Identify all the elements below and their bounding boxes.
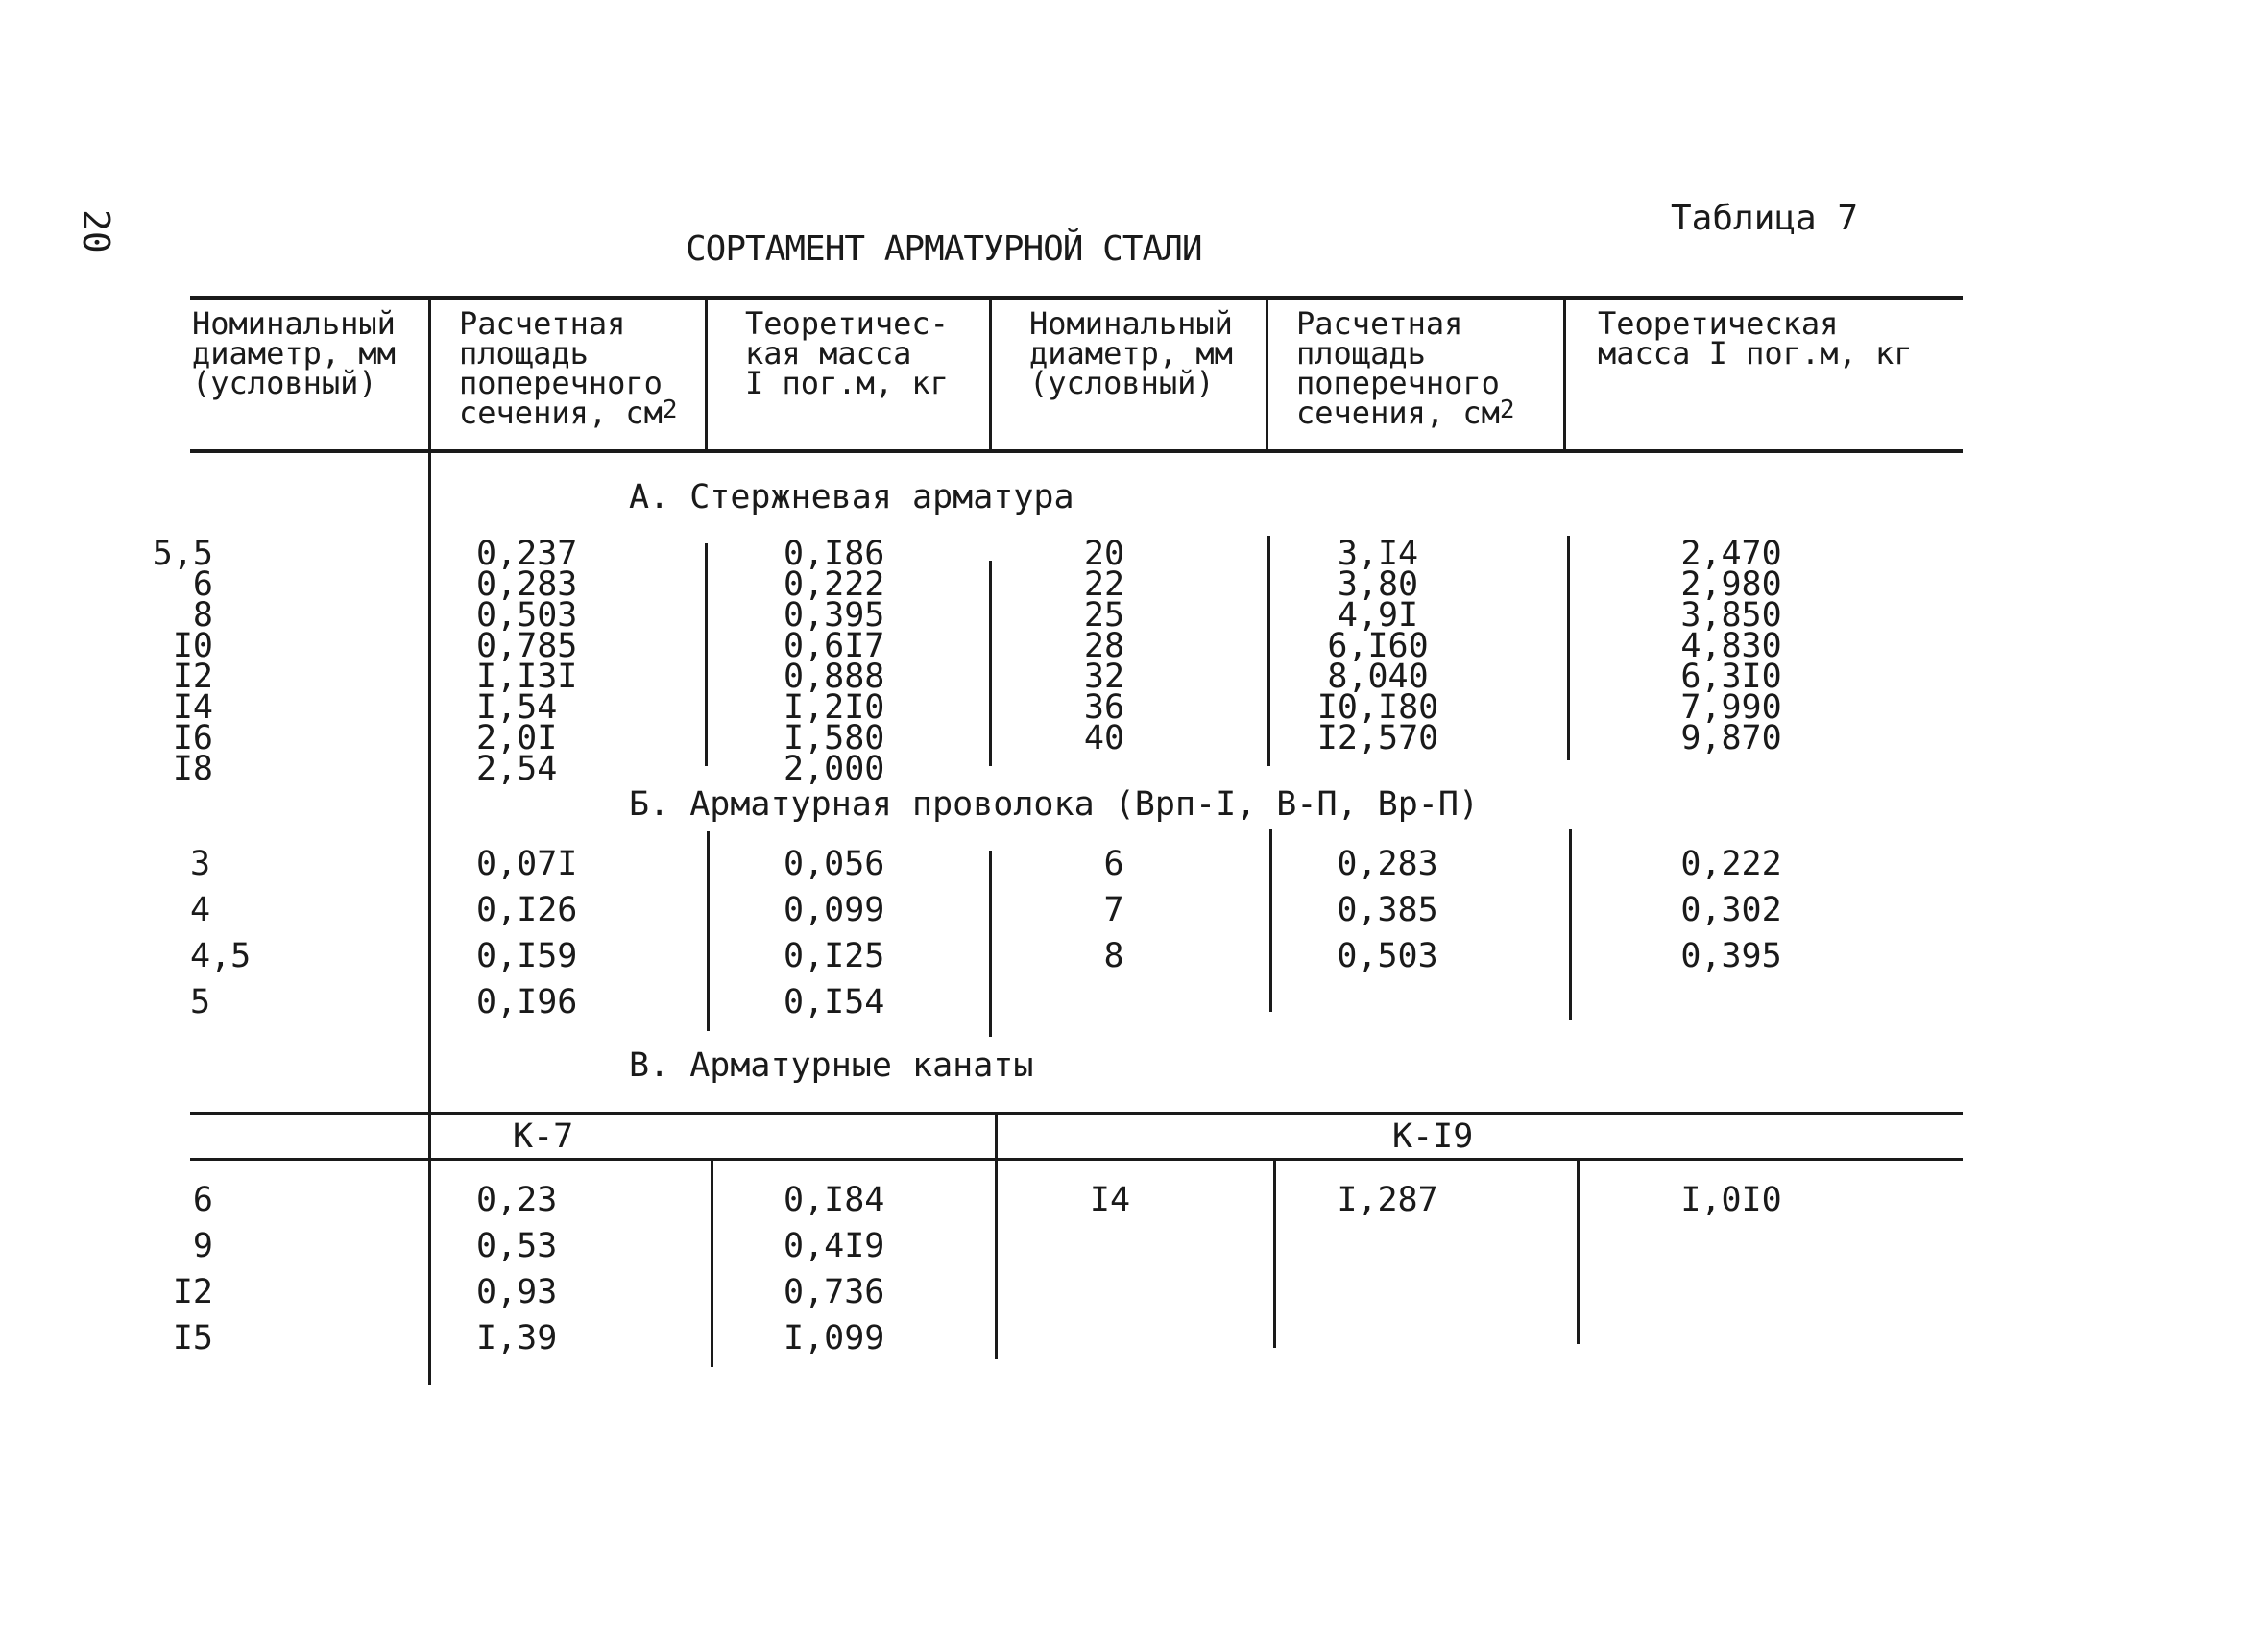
cell: 5 <box>190 983 211 1021</box>
header-bottom-rule <box>190 449 1963 453</box>
header-mass-right: Теоретическая масса I пог.м, кг <box>1598 305 1913 372</box>
cell: 9 <box>192 1227 213 1265</box>
cell: 0,4I9 <box>784 1227 885 1265</box>
hdr-divider-5 <box>1563 296 1566 449</box>
cell: 3 <box>190 845 211 883</box>
cell: 32 <box>1083 658 1125 696</box>
cell: I,099 <box>784 1319 885 1357</box>
rope-k19-label: К-I9 <box>1392 1117 1474 1156</box>
hdr-divider-3 <box>989 296 992 449</box>
wire-divider-4 <box>1269 829 1272 1012</box>
wire-divider-3 <box>989 851 992 1037</box>
cell: 0,099 <box>784 891 885 929</box>
cell: 0,53 <box>476 1227 558 1265</box>
header-area-sup: 2 <box>662 396 678 424</box>
header-nominal-diameter-left: Номинальный диаметр, мм (условный) <box>192 305 396 401</box>
ropes-sub-rule <box>190 1158 1963 1161</box>
ropes-left-diameters <box>144 1177 213 1361</box>
cell: 8,040 <box>1327 658 1429 696</box>
cell: I2 <box>172 1273 213 1311</box>
cell: 9,870 <box>1680 719 1782 757</box>
header-area-right <box>1296 305 1515 431</box>
cell: 0,07I <box>476 845 578 883</box>
header-area-text: Расчетная площадь поперечного сечения, см <box>459 305 663 431</box>
header-nominal-diameter-right: Номинальный диаметр, мм (условный) <box>1029 305 1233 401</box>
cell: 3,850 <box>1680 596 1782 635</box>
rod-divider-2 <box>705 543 708 766</box>
cell: 3,80 <box>1337 565 1419 604</box>
page-number: 20 <box>75 209 117 253</box>
cell: 7,990 <box>1680 688 1782 727</box>
rod-left-diameters <box>144 535 213 788</box>
cell: I,2I0 <box>784 688 885 727</box>
ropes-divider-5 <box>1577 1158 1580 1344</box>
cell: 4,9I <box>1337 596 1419 635</box>
header-area-sup: 2 <box>1499 396 1515 424</box>
cell: 0,I59 <box>476 937 578 975</box>
wire-divider-2 <box>707 831 710 1031</box>
cell: I0,I80 <box>1316 688 1439 727</box>
rod-left-masses <box>784 535 918 788</box>
cell: 0,302 <box>1680 891 1782 929</box>
cell: 0,503 <box>1337 937 1438 975</box>
cell: 0,283 <box>1337 845 1438 883</box>
cell: 4,5 <box>190 937 252 975</box>
cell: 0,I96 <box>476 983 578 1021</box>
cell: 3,I4 <box>1337 535 1419 573</box>
cell: I,39 <box>476 1319 558 1357</box>
wire-right-diameters <box>1085 841 1143 979</box>
cell: 0,736 <box>784 1273 885 1311</box>
rope-k7-label: К-7 <box>513 1117 574 1156</box>
section-wire-heading: Б. Арматурная проволока (Врп-I, В-П, Вр-П) <box>629 785 1480 824</box>
header-area-text: Расчетная площадь поперечного сечения, см <box>1296 305 1500 431</box>
cell: 2,54 <box>476 750 558 788</box>
cell: 40 <box>1083 719 1125 757</box>
rod-left-areas <box>476 535 611 788</box>
cell: 4 <box>190 891 211 929</box>
rod-right-diameters <box>1066 535 1143 757</box>
cell: 6 <box>192 1181 213 1219</box>
cell: 0,222 <box>784 565 885 604</box>
rod-right-areas <box>1306 535 1450 757</box>
cell: 0,93 <box>476 1273 558 1311</box>
ropes-divider-main <box>995 1112 998 1359</box>
ropes-divider-2 <box>711 1158 713 1367</box>
cell: 0,888 <box>784 658 885 696</box>
cell: I8 <box>172 750 213 788</box>
cell: 7 <box>1103 891 1124 929</box>
cell: 0,395 <box>1680 937 1782 975</box>
cell: 0,I54 <box>784 983 885 1021</box>
cell: 0,222 <box>1680 845 1782 883</box>
cell: 0,056 <box>784 845 885 883</box>
ropes-right-diameters <box>1075 1177 1145 1223</box>
cell: 2,0I <box>476 719 558 757</box>
rod-divider-4 <box>1267 536 1270 766</box>
cell: 0,23 <box>476 1181 558 1219</box>
col-divider-1 <box>428 296 431 1385</box>
rod-right-masses <box>1669 535 1794 757</box>
cell: 25 <box>1083 596 1125 635</box>
ropes-top-rule <box>190 1112 1963 1115</box>
wire-right-masses <box>1669 841 1794 979</box>
cell: 28 <box>1083 627 1125 665</box>
hdr-divider-4 <box>1266 296 1268 449</box>
cell: I2 <box>172 658 213 696</box>
header-mass-left: Теоретичес- кая масса I пог.м, кг <box>745 305 949 401</box>
cell: 2,980 <box>1680 565 1782 604</box>
cell: 0,283 <box>476 565 578 604</box>
cell: I,287 <box>1337 1181 1438 1219</box>
cell: I2,570 <box>1316 719 1439 757</box>
cell: I4 <box>1089 1181 1131 1219</box>
cell: 4,830 <box>1680 627 1782 665</box>
cell: 0,503 <box>476 596 578 635</box>
cell: 6,I60 <box>1327 627 1429 665</box>
cell: I,580 <box>784 719 885 757</box>
ropes-right-masses <box>1669 1177 1794 1223</box>
cell: I0 <box>172 627 213 665</box>
cell: 0,I25 <box>784 937 885 975</box>
wire-divider-5 <box>1569 829 1572 1020</box>
wire-left-diameters <box>190 841 286 1025</box>
header-area-left <box>459 305 678 431</box>
cell: 36 <box>1083 688 1125 727</box>
cell: 2,000 <box>784 750 885 788</box>
cell: 0,237 <box>476 535 578 573</box>
ropes-divider-4 <box>1273 1158 1276 1348</box>
cell: I,I3I <box>476 658 578 696</box>
wire-right-areas <box>1325 841 1450 979</box>
cell: 0,385 <box>1337 891 1438 929</box>
hdr-divider-2 <box>705 296 708 449</box>
cell: 0,I84 <box>784 1181 885 1219</box>
cell: 0,I86 <box>784 535 885 573</box>
rod-divider-3 <box>989 561 992 766</box>
cell: I,54 <box>476 688 558 727</box>
cell: 8 <box>192 596 213 635</box>
cell: 6 <box>192 565 213 604</box>
cell: I5 <box>172 1319 213 1357</box>
cell: 0,6I7 <box>784 627 885 665</box>
wire-left-masses <box>784 841 918 1025</box>
cell: 8 <box>1103 937 1124 975</box>
cell: I4 <box>172 688 213 727</box>
cell: 0,I26 <box>476 891 578 929</box>
ropes-left-areas <box>476 1177 611 1361</box>
cell: 0,785 <box>476 627 578 665</box>
ropes-right-areas <box>1325 1177 1450 1223</box>
cell: 22 <box>1083 565 1125 604</box>
cell: 6,3I0 <box>1680 658 1782 696</box>
rod-divider-5 <box>1567 536 1570 760</box>
cell: I,0I0 <box>1680 1181 1782 1219</box>
cell: I6 <box>172 719 213 757</box>
wire-left-areas <box>476 841 611 1025</box>
cell: 2,470 <box>1680 535 1782 573</box>
table-title: СОРТАМЕНТ АРМАТУРНОЙ СТАЛИ <box>686 229 1202 269</box>
cell: 20 <box>1083 535 1125 573</box>
ropes-left-masses <box>784 1177 918 1361</box>
table-top-rule <box>190 296 1963 300</box>
section-rod-heading: А. Стержневая арматура <box>629 478 1074 516</box>
section-ropes-heading: В. Арматурные канаты <box>629 1046 1034 1085</box>
cell: 0,395 <box>784 596 885 635</box>
table-label: Таблица 7 <box>1671 199 1859 238</box>
cell: 6 <box>1103 845 1124 883</box>
cell: 5,5 <box>152 535 213 573</box>
